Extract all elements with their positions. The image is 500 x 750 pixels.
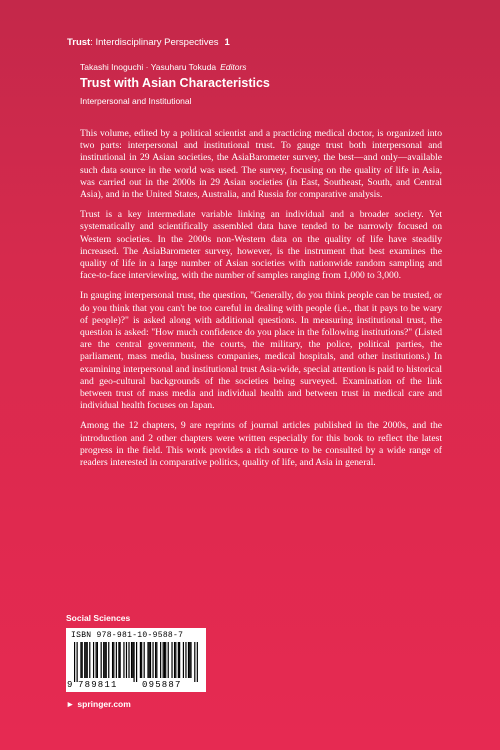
barcode-bar (89, 642, 90, 678)
barcode-bar (190, 642, 191, 678)
editor-names: Takashi Inoguchi · Yasuharu Tokuda (80, 62, 217, 72)
barcode-bar (156, 642, 157, 678)
publisher-link[interactable] (66, 699, 131, 709)
barcode-bar (104, 642, 105, 678)
book-title: Trust with Asian Characteristics (80, 76, 270, 90)
barcode-bar (179, 642, 180, 678)
series-name: Trust (67, 37, 91, 48)
barcode-bar (140, 642, 141, 678)
barcode-bar (132, 642, 133, 678)
barcode-bar (147, 642, 148, 678)
barcode-bar (113, 642, 114, 678)
barcode-bar (74, 642, 75, 682)
barcode-bar (123, 642, 124, 678)
barcode-bar (101, 642, 102, 678)
barcode-bar (175, 642, 176, 678)
barcode-bar (106, 642, 107, 678)
barcode-bar (178, 642, 179, 678)
barcode-bar (97, 642, 98, 678)
barcode-bar (77, 642, 78, 682)
barcode-bar (150, 642, 151, 678)
barcode-bar (128, 642, 129, 678)
arrow-icon: ► (66, 699, 75, 709)
barcode-bar (155, 642, 156, 678)
barcode-bar (82, 642, 83, 678)
editors-line (80, 62, 247, 72)
barcode-bar (116, 642, 117, 678)
barcode-bar (87, 642, 88, 678)
barcode-icon (74, 642, 198, 682)
editors-role: Editors (220, 62, 247, 72)
barcode-bar (93, 642, 94, 678)
barcode-bar (80, 642, 81, 678)
blurb-paragraph: This volume, edited by a political scientist and a practicing medical doctor, is organized into two parts: interpersonal and institutional trust. To gauge trust both interpersonal and institutional in 29 Asian societies, the AsiaBarometer survey, the best—and only—available such data source in the world was used. The survey, focusing on the quality of life in Asia, was carried out in the 2000s in 29 Asian societies (in East, Southeast, South, and Central Asia), and in the United States, Australia, and Russia for comparative analysis. (80, 128, 442, 201)
barcode-bar (164, 642, 165, 678)
barcode-bar (144, 642, 145, 678)
barcode-bar (84, 642, 85, 678)
barcode-bar (112, 642, 113, 678)
blurb-paragraph: Trust is a key intermediate variable linking an individual and a broader society. Yet systematically and scientifically assembled data have tended to be narrowly focused on Western societies. In the 2000s non-Western data on the quality of life have steadily increased. The AsiaBarometer survey, however, is the instrument that best examines the quality of life in a large number of Asian societies with nationwide random sampling and face-to-face interviewing, with the number of samples ranging from 1,000 to 3,000. (80, 209, 442, 282)
barcode-bar (131, 642, 132, 678)
barcode-bar (189, 642, 190, 678)
book-subtitle: Interpersonal and Institutional (80, 96, 192, 106)
barcode-bar (118, 642, 119, 678)
barcode-bar (183, 642, 184, 678)
barcode-digit-group-1: 789811 (78, 680, 118, 690)
barcode-bar (188, 642, 189, 678)
barcode-bar (133, 642, 134, 682)
series-line (67, 37, 230, 48)
barcode-bar (103, 642, 104, 678)
series-subtitle: : Interdisciplinary Perspectives (90, 37, 219, 48)
barcode-bar (136, 642, 137, 682)
barcode-bar (126, 642, 127, 678)
blurb-paragraph: In gauging interpersonal trust, the question, "Generally, do you think people can be trusted, or do you think that you can't be too careful in dealing with people (i.e., that it pays to be wary of people)?" is asked along with additional questions. In measuring institutional trust, the question is asked: "How much confidence do you place in the following institutions?" (Listed are the central government, the courts, the military, the police, political parties, the parliament, mass media, business companies, medical hospitals, and other institutions.) In examining interpersonal and institutional trust Asia-wide, special attention is paid to historical and geo-cultural backgrounds of the societies being surveyed. Examination of the link between trust of mass media and individual health and between trust in medical care and individual health focuses on Japan. (80, 290, 442, 412)
barcode-bar (152, 642, 153, 678)
barcode-bar (165, 642, 166, 678)
barcode-bar (163, 642, 164, 678)
barcode-digit-group-2: 095887 (142, 680, 182, 690)
subject-category: Social Sciences (66, 613, 131, 623)
barcode-bar (85, 642, 86, 678)
blurb-paragraph: Among the 12 chapters, 9 are reprints of journal articles published in the 2000s, and the introduction and 2 other chapters were written especially for this book to reflect the latest progress in the field. This work provides a rich source to be consulted by a wide range of readers interested in comparative politics, quality of life, and Asia in general. (80, 420, 442, 469)
barcode-bar (171, 642, 172, 678)
barcode-bar (185, 642, 186, 678)
barcode-bar (197, 642, 198, 682)
barcode-bar (141, 642, 142, 678)
blurb (80, 128, 442, 477)
publisher-url: springer.com (77, 699, 131, 709)
series-number: 1 (224, 37, 230, 48)
barcode-bar (120, 642, 121, 678)
barcode-bar (96, 642, 97, 678)
barcode-bar (174, 642, 175, 678)
barcode-bar (160, 642, 161, 678)
isbn-label: ISBN 978-981-10-9588-7 (71, 631, 184, 640)
barcode-bar (194, 642, 195, 682)
barcode-digit-first: 9 (67, 680, 73, 690)
isbn-barcode-box (66, 628, 206, 692)
barcode-bar (108, 642, 109, 678)
barcode-bar (149, 642, 150, 678)
barcode-bar (168, 642, 169, 678)
